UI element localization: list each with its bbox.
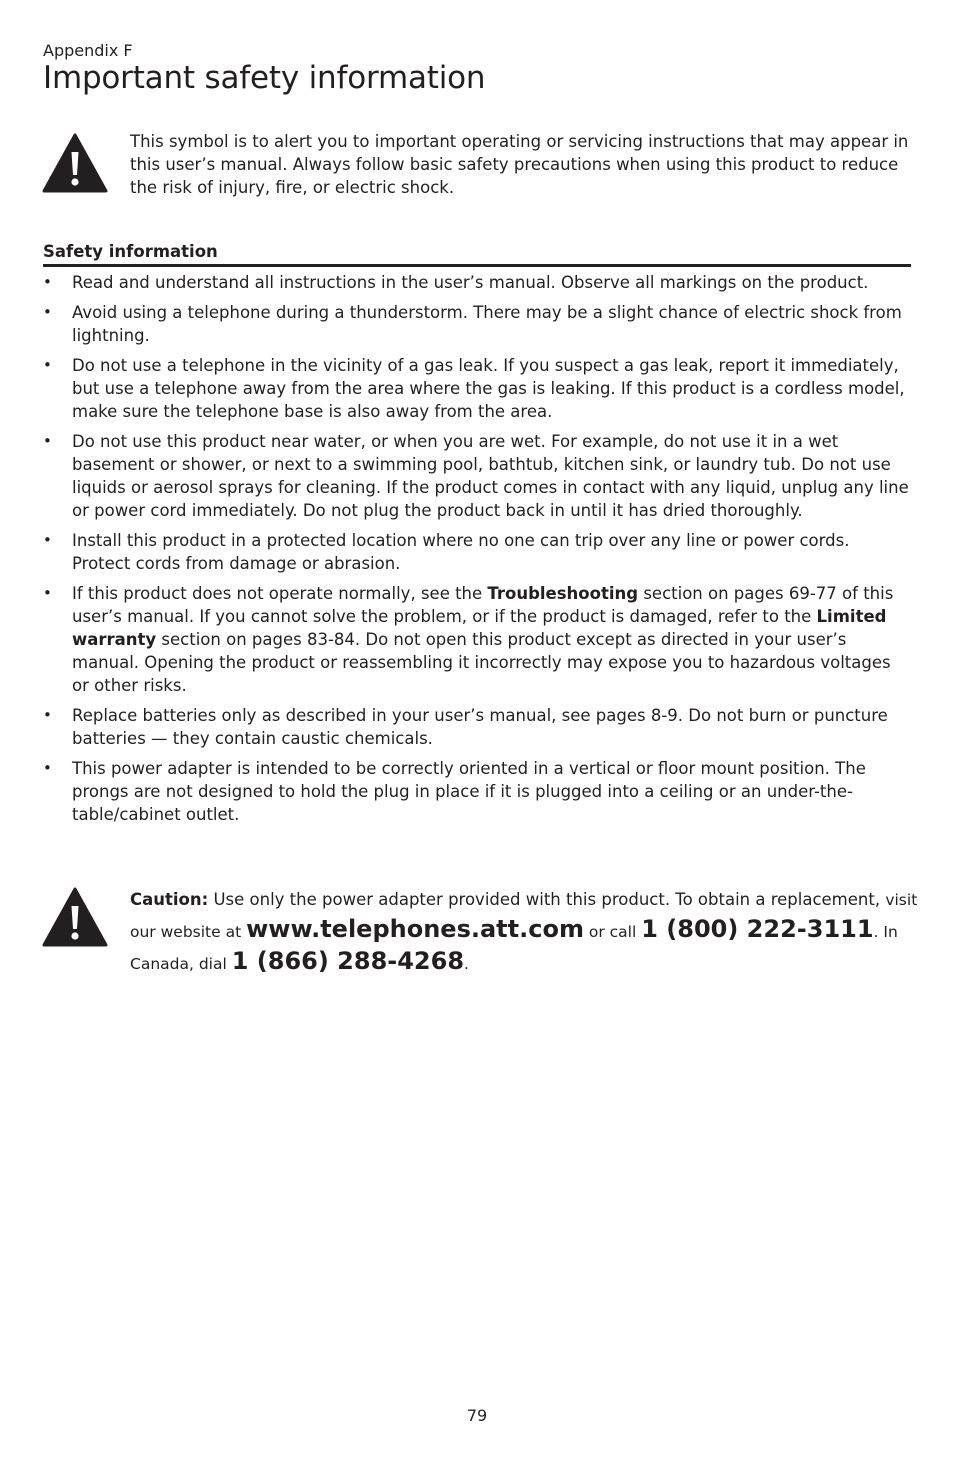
warning-triangle-icon (42, 887, 108, 947)
caution-label: Caution: (130, 890, 209, 909)
website-link[interactable]: www.telephones.att.com (246, 915, 584, 943)
list-item-text: Replace batteries only as described in your user’s manual, see pages 8-9. Do not burn or puncture batteries — they contain caustic chemicals. (72, 706, 888, 748)
phone-us: 1 (800) 222-3111 (641, 915, 874, 943)
text-run: Use only the power adapter provided with this product. To obtain a replacement, (208, 890, 886, 909)
text-run: visit our website at (130, 891, 918, 941)
caution-paragraph (130, 885, 920, 979)
list-item-text: Do not use a telephone in the vicinity of a gas leak. If you suspect a gas leak, report it immediately, but use a telephone away from the area where the gas is leaking. If this product is a cordless model, make sure the telephone base is also away from the area. (72, 356, 905, 421)
list-item-text: Do not use this product near water, or when you are wet. For example, do not use it in a wet basement or shower, or next to a swimming pool, bathtub, kitchen sink, or laundry tub. Do not use liquids or aerosol sprays for cleaning. If the product comes in contact with any liquid, unplug any line or power cord immediately. Do not plug the product back in until it has dried thoroughly. (72, 432, 909, 520)
list-item-text: This power adapter is intended to be correctly oriented in a vertical or floor mount position. The prongs are not designed to hold the plug in place if it is plugged into a ceiling or an under-the-table/cabinet outlet. (72, 759, 866, 824)
limited-warranty-reference: Limited warranty (72, 607, 887, 649)
text-run: . (464, 955, 469, 973)
list-item (43, 271, 911, 294)
bullet: • (43, 432, 52, 450)
bullet: • (43, 759, 52, 777)
list-item (43, 704, 911, 750)
list-item-text: Install this product in a protected location where no one can trip over any line or power cords. Protect cords from damage or abrasion. (72, 531, 850, 573)
list-item-text: Avoid using a telephone during a thunderstorm. There may be a slight chance of electric shock from lightning. (72, 303, 902, 345)
text-run: If this product does not operate normally, see the (72, 584, 488, 603)
list-item (43, 354, 911, 423)
safety-list (43, 271, 911, 833)
bullet: • (43, 303, 52, 321)
bullet: • (43, 356, 52, 374)
list-item-text (72, 584, 893, 695)
appendix-label: Appendix F (43, 41, 133, 60)
troubleshooting-reference: Troubleshooting (487, 584, 639, 603)
list-item (43, 529, 911, 575)
list-item-text: Read and understand all instructions in the user’s manual. Observe all markings on the product. (72, 273, 869, 292)
warning-triangle-icon (42, 133, 108, 193)
phone-canada: 1 (866) 288-4268 (231, 947, 465, 975)
bullet: • (43, 706, 52, 724)
text-run: . In Canada, dial (130, 923, 898, 973)
intro-paragraph: This symbol is to alert you to important operating or servicing instructions that may appear in this user’s manual. Always follow basic safety precautions when using this product to reduce the risk of injury, fire, or electric shock. (130, 132, 909, 197)
bullet: • (43, 531, 52, 549)
list-item (43, 582, 911, 697)
list-item (43, 301, 911, 347)
list-item (43, 430, 911, 522)
bullet: • (43, 273, 52, 291)
section-heading: Safety information (43, 242, 911, 267)
list-item (43, 757, 911, 826)
text-run: or call (583, 923, 642, 941)
page-title: Important safety information (43, 60, 486, 96)
bullet: • (43, 584, 52, 602)
page-number: 79 (466, 1406, 488, 1425)
text-run: section on pages 69-77 of this user’s manual. If you cannot solve the problem, or if the product is damaged, refer to the (72, 584, 894, 626)
text-run: section on pages 83-84. Do not open this product except as directed in your user’s manual. Opening the product or reassembling it incorrectly may expose you to hazardous voltages or other risks. (72, 630, 891, 695)
